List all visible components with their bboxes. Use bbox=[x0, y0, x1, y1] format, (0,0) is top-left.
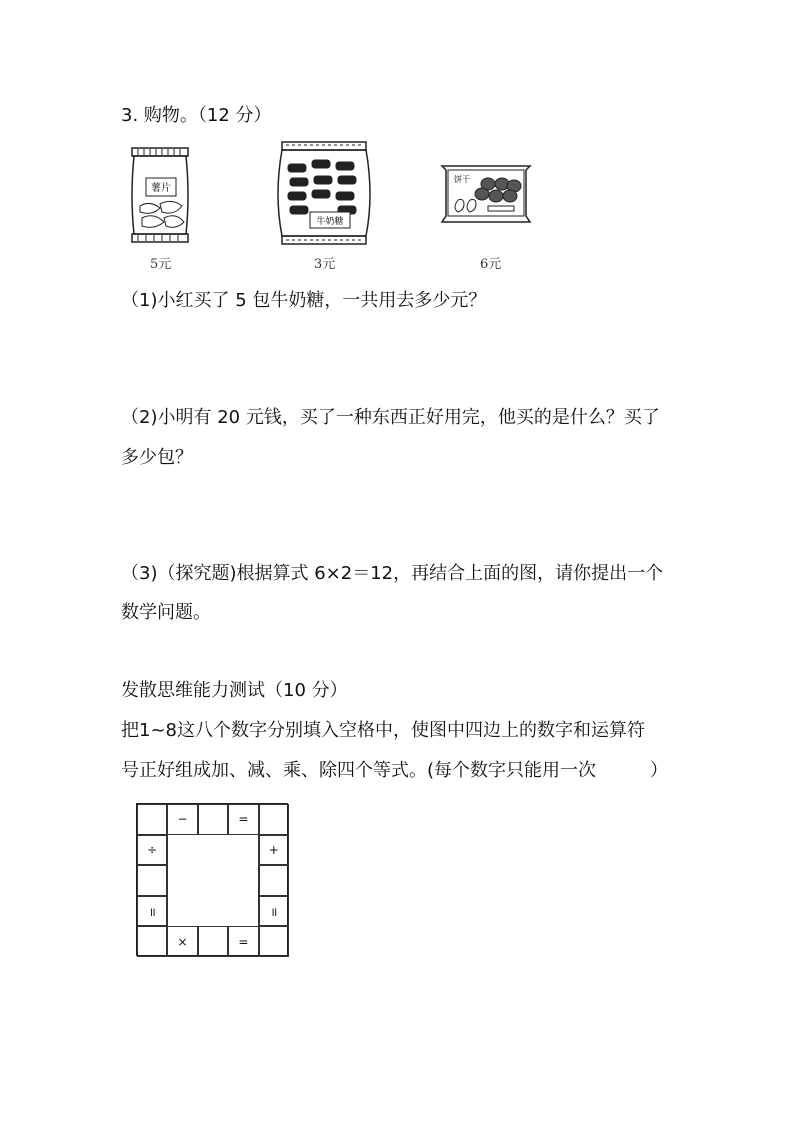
equals-sign: = bbox=[228, 804, 258, 835]
milk-candy-price: 3元 bbox=[314, 257, 336, 272]
grid-cell[interactable] bbox=[137, 865, 167, 896]
section-4-instruction-line-2: 号正好组成加、减、乘、除四个等式。(每个数字只能用一次 ） bbox=[121, 760, 669, 781]
grid-cell[interactable] bbox=[198, 926, 228, 957]
milk-candy-bag-image bbox=[276, 140, 372, 246]
section-4-instruction-line-1: 把1~8这八个数字分别填入空格中，使图中四边上的数字和运算符 bbox=[121, 720, 645, 741]
grid-cell[interactable] bbox=[259, 865, 289, 896]
vertical-equals-sign: ॥ bbox=[259, 896, 289, 927]
grid-cell[interactable] bbox=[198, 804, 228, 835]
biscuit-price: 6元 bbox=[480, 257, 502, 272]
question-1: （1)小红买了 5 包牛奶糖，一共用去多少元？ bbox=[121, 290, 487, 311]
times-sign: × bbox=[167, 926, 197, 957]
grid-cell[interactable] bbox=[259, 804, 289, 835]
chips-label: 薯片 bbox=[151, 183, 171, 194]
grid-cell[interactable] bbox=[137, 926, 167, 957]
grid-cell[interactable] bbox=[137, 804, 167, 835]
plus-sign: + bbox=[259, 835, 289, 866]
section-4-title: 发散思维能力测试（10 分） bbox=[121, 680, 348, 701]
section-3-title: 3. 购物。（12 分） bbox=[121, 105, 272, 126]
chips-price: 5元 bbox=[150, 257, 172, 272]
vertical-equals-sign: ॥ bbox=[137, 896, 167, 927]
question-3-line-1: （3)（探究题)根据算式 6×2＝12，再结合上面的图，请你提出一个 bbox=[121, 563, 664, 584]
question-2-line-1: （2)小明有 20 元钱，买了一种东西正好用完，他买的是什么？买了 bbox=[121, 407, 660, 428]
chips-bag-image bbox=[130, 146, 190, 244]
biscuit-label: 饼干 bbox=[454, 175, 470, 184]
minus-sign: − bbox=[167, 804, 197, 835]
equals-sign: = bbox=[228, 926, 258, 957]
grid-center bbox=[167, 834, 259, 927]
grid-cell[interactable] bbox=[259, 926, 289, 957]
question-3-line-2: 数学问题。 bbox=[121, 602, 211, 623]
divide-sign: ÷ bbox=[137, 835, 167, 866]
question-2-line-2: 多少包？ bbox=[121, 447, 193, 468]
biscuit-box-image bbox=[440, 158, 532, 226]
number-grid-puzzle bbox=[136, 803, 288, 956]
milk-candy-label: 牛奶糖 bbox=[316, 217, 344, 227]
